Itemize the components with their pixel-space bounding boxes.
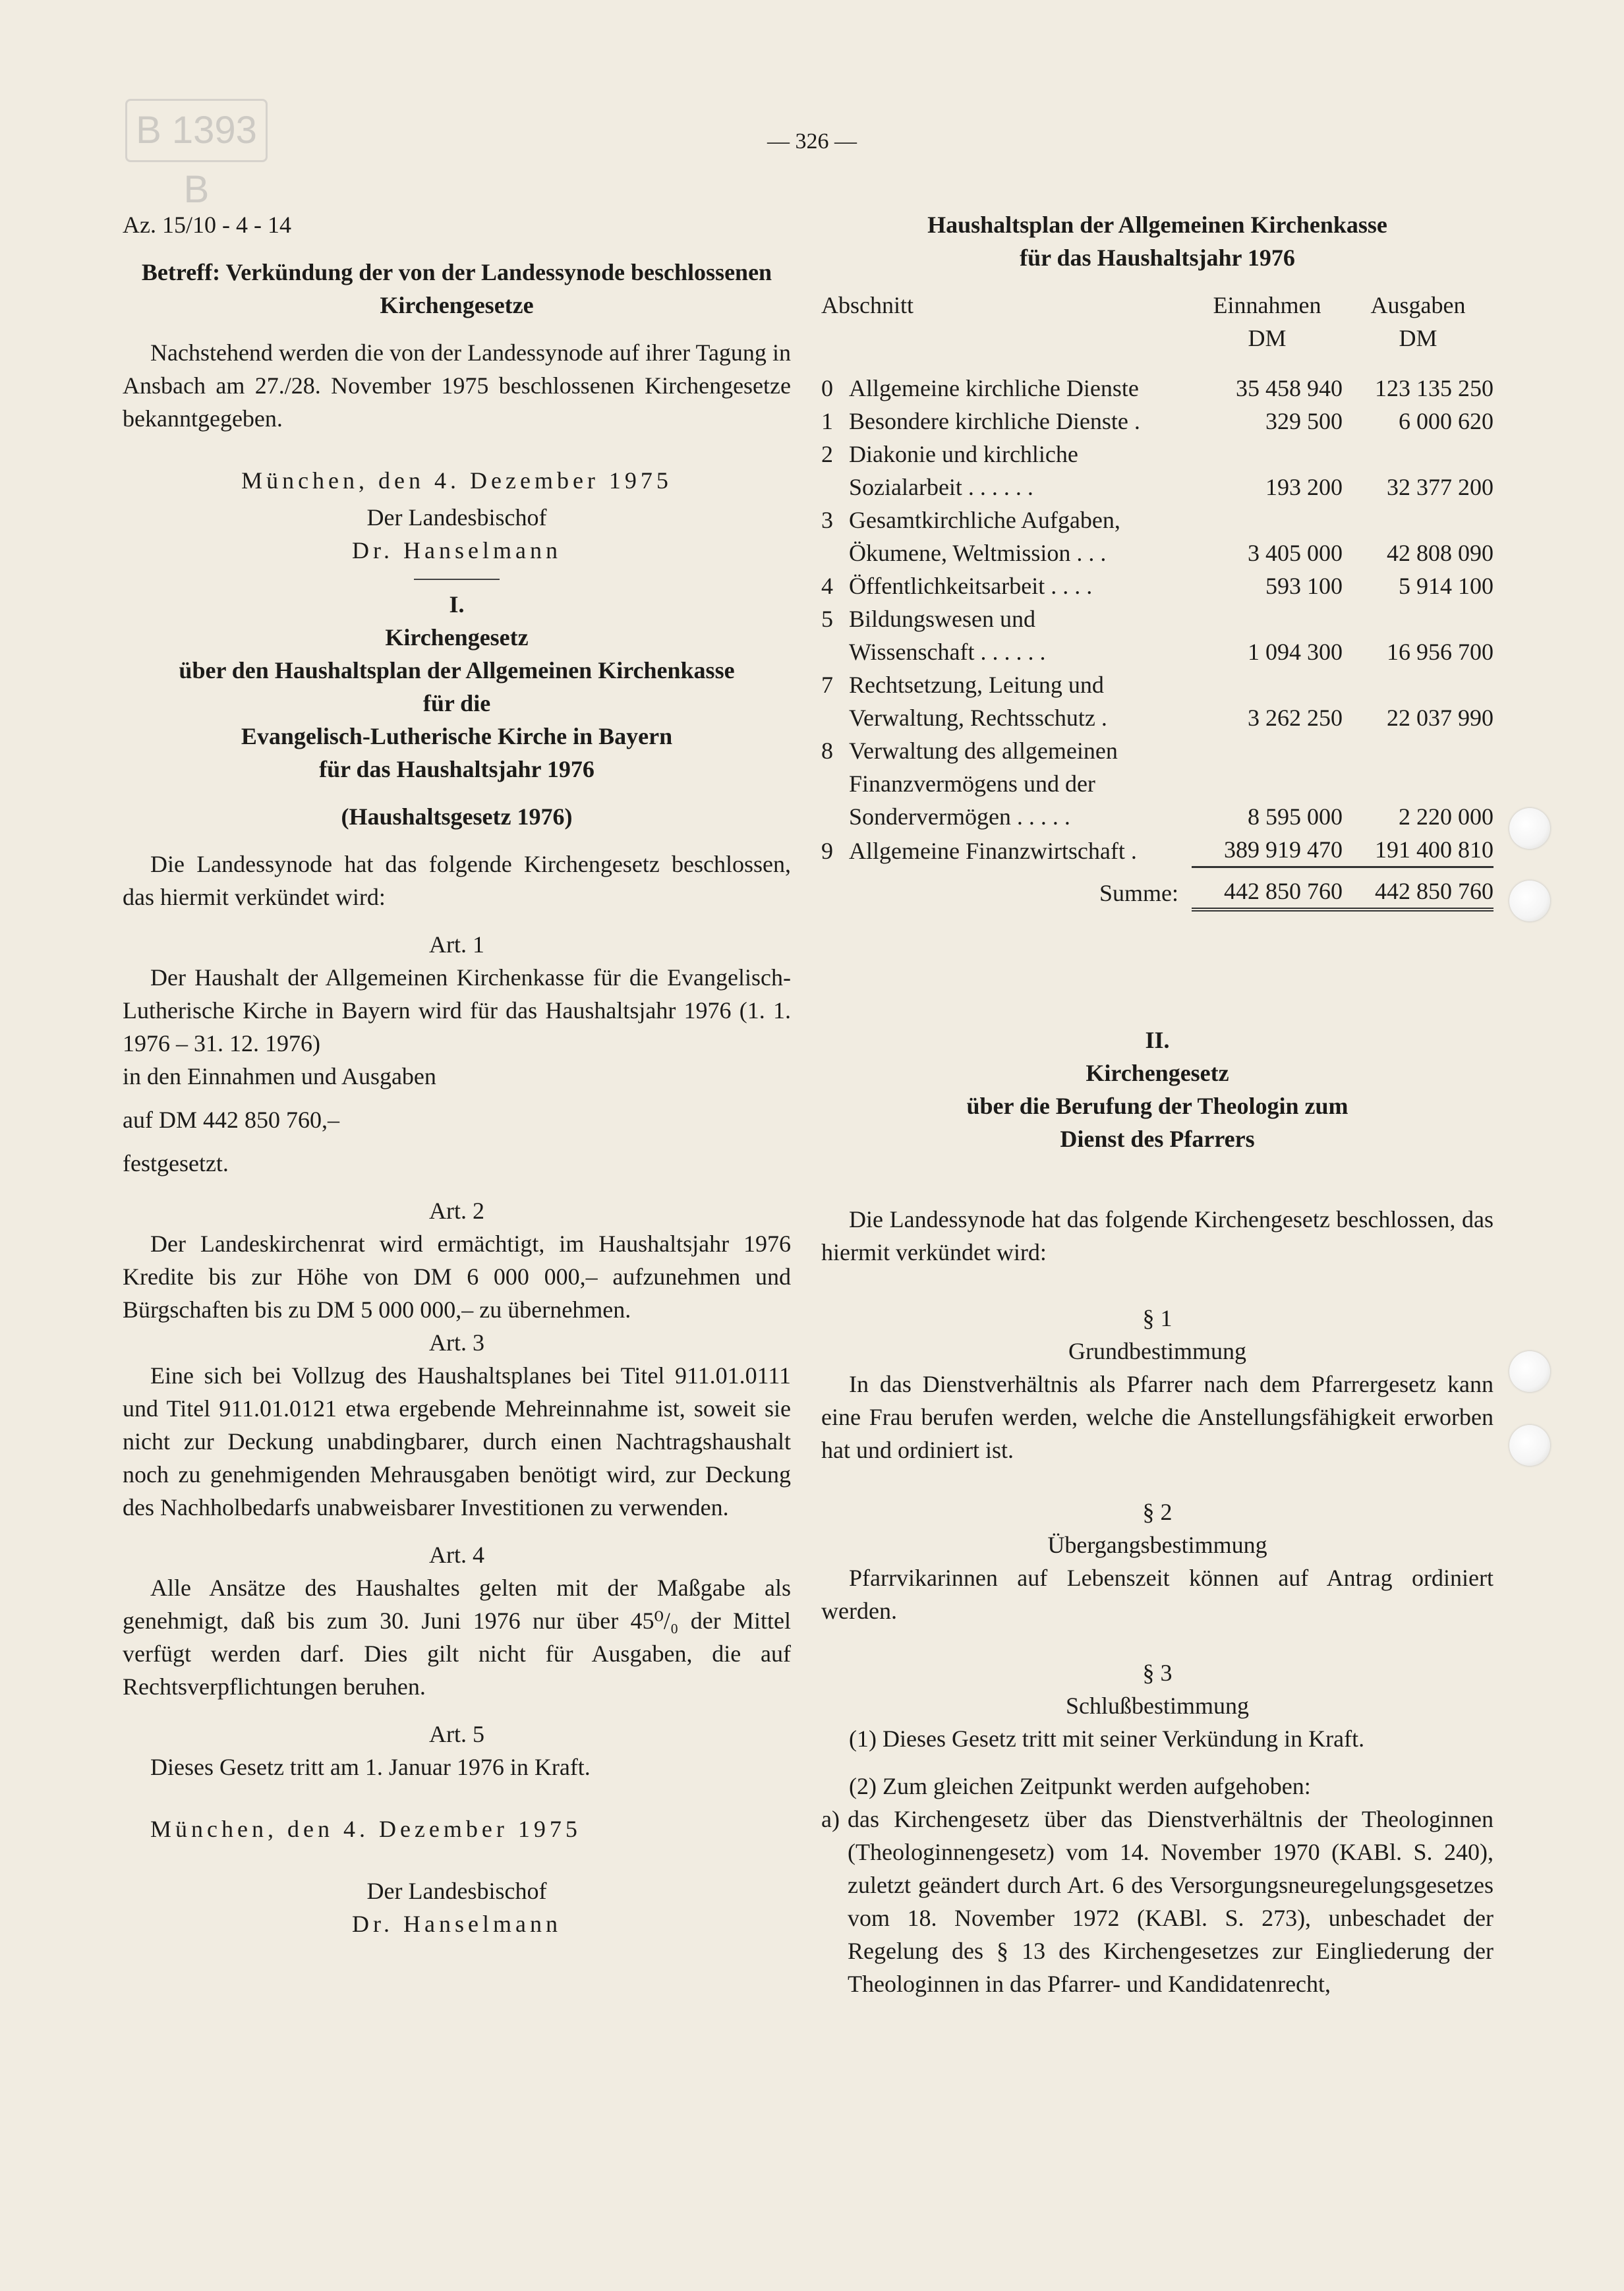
law-intro: Die Landessynode hat das folgende Kirchengesetz beschlossen, das hiermit verkündet wird: xyxy=(123,851,791,910)
budget-table xyxy=(821,289,1494,912)
row-ausgaben: 5 914 100 xyxy=(1399,573,1494,599)
table-row xyxy=(821,405,1494,438)
row-label: Sondervermögen . . . . . xyxy=(849,803,1070,830)
row-label: Gesamtkirchliche Aufgaben, xyxy=(849,507,1120,533)
table-row xyxy=(821,569,1494,602)
row-label: Allgemeine kirchliche Dienste xyxy=(849,375,1139,401)
row-number: 4 xyxy=(821,573,833,599)
section-paragraph: (2) Zum gleichen Zeitpunkt werden aufgehoben: xyxy=(849,1773,1311,1799)
table-row xyxy=(821,701,1494,734)
table-row xyxy=(821,504,1494,536)
law-title-line: Evangelisch-Lutherische Kirche in Bayern xyxy=(241,723,673,749)
row-label: Ökumene, Weltmission . . . xyxy=(849,540,1107,566)
row-einnahmen: 3 405 000 xyxy=(1248,540,1343,566)
law-intro: Die Landessynode hat das folgende Kirchengesetz beschlossen, das hiermit verkündet wird: xyxy=(821,1206,1494,1265)
row-label: Verwaltung, Rechtsschutz . xyxy=(849,705,1107,731)
article-heading: Art. 4 xyxy=(429,1542,484,1568)
place-date: München, den 4. Dezember 1975 xyxy=(241,467,672,494)
table-header-row xyxy=(821,289,1494,355)
article-text: Der Haushalt der Allgemeinen Kirchenkasse für die Evangelisch-Lutherische Kirche in Bayern wird für das Haushaltsjahr 1976 (1. 1. 1976 – 31. 12. 1976) xyxy=(123,964,791,1057)
row-label: Allgemeine Finanzwirtschaft . xyxy=(849,837,1137,864)
subject-line-2: Kirchengesetze xyxy=(380,292,534,318)
table-row xyxy=(821,767,1494,800)
section-text: In das Dienstverhältnis als Pfarrer nach dem Pfarrergesetz kann eine Frau berufen werden, welche die Anstellungsfähigkeit erworben hat und ordiniert ist. xyxy=(821,1371,1494,1463)
section-heading: § 1 xyxy=(1142,1305,1173,1331)
table-row xyxy=(821,438,1494,471)
row-number: 8 xyxy=(821,738,833,764)
punch-hole xyxy=(1509,808,1550,849)
row-einnahmen: 3 262 250 xyxy=(1248,705,1343,731)
section-text: Pfarrvikarinnen auf Lebenszeit können auf Antrag ordiniert werden. xyxy=(821,1565,1494,1624)
row-label: Öffentlichkeitsarbeit . . . . xyxy=(849,573,1093,599)
punch-hole xyxy=(1509,1351,1550,1392)
header-einnahmen-label: Einnahmen xyxy=(1213,292,1321,318)
budget-table-subtitle: für das Haushaltsjahr 1976 xyxy=(1020,245,1295,271)
budget-table-title: Haushaltsplan der Allgemeinen Kirchenkasse xyxy=(927,212,1387,238)
row-label: Besondere kirchliche Dienste . xyxy=(849,408,1140,434)
row-ausgaben: 6 000 620 xyxy=(1399,408,1494,434)
reference-number: Az. 15/10 - 4 - 14 xyxy=(123,212,291,238)
row-number: 1 xyxy=(821,408,833,434)
law-title-line: für das Haushaltsjahr 1976 xyxy=(319,756,594,782)
table-row xyxy=(821,536,1494,569)
signature-name: Dr. Hanselmann xyxy=(352,537,562,564)
page-number: — 326 — xyxy=(767,129,857,154)
article-text: Dieses Gesetz tritt am 1. Januar 1976 in Kraft. xyxy=(150,1754,591,1780)
table-row xyxy=(821,833,1494,867)
row-number: 3 xyxy=(821,507,833,533)
row-label: Sozialarbeit . . . . . . xyxy=(849,474,1033,500)
article-heading: Art. 5 xyxy=(429,1721,484,1747)
section-title: Grundbestimmung xyxy=(1068,1338,1246,1364)
table-row xyxy=(821,602,1494,635)
row-einnahmen: 35 458 940 xyxy=(1236,375,1343,401)
article-text: Alle Ansätze des Haushaltes gelten mit der Maßgabe als genehmigt, daß bis zum 30. Juni 1976 nur über 45⁰/₀ der Mittel verfügt werden darf. Dies gilt nicht für Ausgaben, die auf Rechtsverpflichtungen beruhen. xyxy=(123,1575,791,1700)
header-abschnitt: Abschnitt xyxy=(821,292,914,318)
row-ausgaben: 32 377 200 xyxy=(1387,474,1494,500)
divider xyxy=(414,579,500,580)
section-title: Schlußbestimmung xyxy=(1066,1693,1249,1719)
row-einnahmen: 193 200 xyxy=(1265,474,1343,500)
law-title-line: über den Haushaltsplan der Allgemeinen Kirchenkasse xyxy=(179,657,735,683)
law-title: Kirchengesetz xyxy=(1086,1060,1229,1086)
law-title: Kirchengesetz xyxy=(385,624,529,651)
signature-title: Der Landesbischof xyxy=(366,504,547,531)
article-text-line: festgesetzt. xyxy=(123,1150,229,1176)
right-column xyxy=(821,208,1494,2000)
row-ausgaben: 22 037 990 xyxy=(1387,705,1494,731)
section-title: Übergangsbestimmung xyxy=(1047,1532,1267,1558)
header-unit: DM xyxy=(1248,325,1287,351)
row-number: 5 xyxy=(821,606,833,632)
law-short-title: (Haushaltsgesetz 1976) xyxy=(341,803,573,830)
repeal-list-item xyxy=(821,1803,1494,2000)
row-ausgaben: 191 400 810 xyxy=(1375,836,1494,863)
section-paragraph: (1) Dieses Gesetz tritt mit seiner Verkündung in Kraft. xyxy=(849,1726,1365,1752)
law-title-line: Dienst des Pfarrers xyxy=(1060,1126,1255,1152)
header-einnahmen xyxy=(1192,289,1343,355)
row-ausgaben: 2 220 000 xyxy=(1399,803,1494,830)
table-row xyxy=(821,668,1494,701)
row-number: 9 xyxy=(821,837,833,864)
row-number: 7 xyxy=(821,672,833,698)
article-text-line: in den Einnahmen und Ausgaben xyxy=(123,1063,436,1089)
row-number: 2 xyxy=(821,441,833,467)
section-heading: § 3 xyxy=(1142,1660,1173,1686)
sum-row xyxy=(821,875,1494,910)
article-text: Der Landeskirchenrat wird ermächtigt, im Haushaltsjahr 1976 Kredite bis zur Höhe von DM 6 000 000,– aufzunehmen und Bürgschaften bis zu DM 5 000 000,– zu übernehmen. xyxy=(123,1231,791,1323)
law-number: II. xyxy=(1145,1027,1170,1053)
table-row xyxy=(821,734,1494,767)
row-label: Bildungswesen und xyxy=(849,606,1035,632)
row-ausgaben: 16 956 700 xyxy=(1387,639,1494,665)
table-row xyxy=(821,800,1494,833)
row-ausgaben: 42 808 090 xyxy=(1387,540,1494,566)
row-einnahmen: 329 500 xyxy=(1265,408,1343,434)
row-label: Diakonie und kirchliche xyxy=(849,441,1078,467)
table-row xyxy=(821,635,1494,668)
row-einnahmen: 8 595 000 xyxy=(1248,803,1343,830)
article-amount: auf DM 442 850 760,– xyxy=(123,1107,339,1133)
punch-hole xyxy=(1509,881,1550,921)
law-number: I. xyxy=(449,591,465,618)
sum-einnahmen: 442 850 760 xyxy=(1192,875,1343,910)
list-marker: a) xyxy=(821,1806,840,1832)
row-label: Rechtsetzung, Leitung und xyxy=(849,672,1104,698)
signature-title: Der Landesbischof xyxy=(366,1878,547,1904)
header-ausgaben-label: Ausgaben xyxy=(1370,292,1466,318)
place-date: München, den 4. Dezember 1975 xyxy=(150,1816,581,1842)
table-row xyxy=(821,372,1494,405)
row-label: Verwaltung des allgemeinen xyxy=(849,738,1118,764)
row-number: 0 xyxy=(821,375,833,401)
row-einnahmen: 1 094 300 xyxy=(1248,639,1343,665)
archive-stamp: B 1393 B xyxy=(125,99,268,162)
row-einnahmen: 593 100 xyxy=(1265,573,1343,599)
header-unit: DM xyxy=(1399,325,1437,351)
row-ausgaben: 123 135 250 xyxy=(1375,375,1494,401)
row-einnahmen: 389 919 470 xyxy=(1224,836,1343,863)
article-text: Eine sich bei Vollzug des Haushaltsplanes bei Titel 911.01.0111 und Titel 911.01.0121 etwa ergebende Mehreinnahme ist, soweit sie nicht zur Deckung unabdingbarer, durch einen Nachtragshaushalt noch zu genehmigenden Mehrausgaben benötigt wird, zur Deckung des Nachholbedarfs unabweisbarer Investitionen zu verwenden. xyxy=(123,1362,791,1521)
law-title-line: für die xyxy=(422,690,491,716)
row-label: Wissenschaft . . . . . . xyxy=(849,639,1046,665)
intro-paragraph: Nachstehend werden die von der Landessynode auf ihrer Tagung in Ansbach am 27./28. November 1975 beschlossenen Kirchengesetze bekanntgegeben. xyxy=(123,339,791,432)
row-label: Finanzvermögens und der xyxy=(849,770,1095,797)
article-heading: Art. 2 xyxy=(429,1198,484,1224)
sum-ausgaben: 442 850 760 xyxy=(1343,875,1494,910)
list-text: das Kirchengesetz über das Dienstverhältnis der Theologinnen (Theologinnengesetz) vom 14. November 1970 (KABl. S. 240), zuletzt geändert durch Art. 6 des Versorgungsneuregelungsgesetzes vom 18. November 1972 (KABl. S. 273), unbeschadet der Regelung des § 13 des Kirchengesetzes zur Eingliederung der Theologinnen in das Pfarrer- und Kandidatenrecht, xyxy=(848,1806,1494,1997)
left-column xyxy=(123,208,791,1940)
table-row xyxy=(821,471,1494,504)
section-heading: § 2 xyxy=(1142,1499,1173,1525)
subject-line: Betreff: Verkündung der von der Landessynode beschlossenen xyxy=(141,259,772,285)
signature-name: Dr. Hanselmann xyxy=(352,1911,562,1937)
article-heading: Art. 3 xyxy=(429,1329,484,1356)
law-title-line: über die Berufung der Theologin zum xyxy=(966,1093,1348,1119)
sum-label: Summe: xyxy=(1099,880,1178,906)
punch-hole xyxy=(1509,1425,1550,1466)
article-heading: Art. 1 xyxy=(429,931,484,958)
header-ausgaben xyxy=(1343,289,1494,355)
